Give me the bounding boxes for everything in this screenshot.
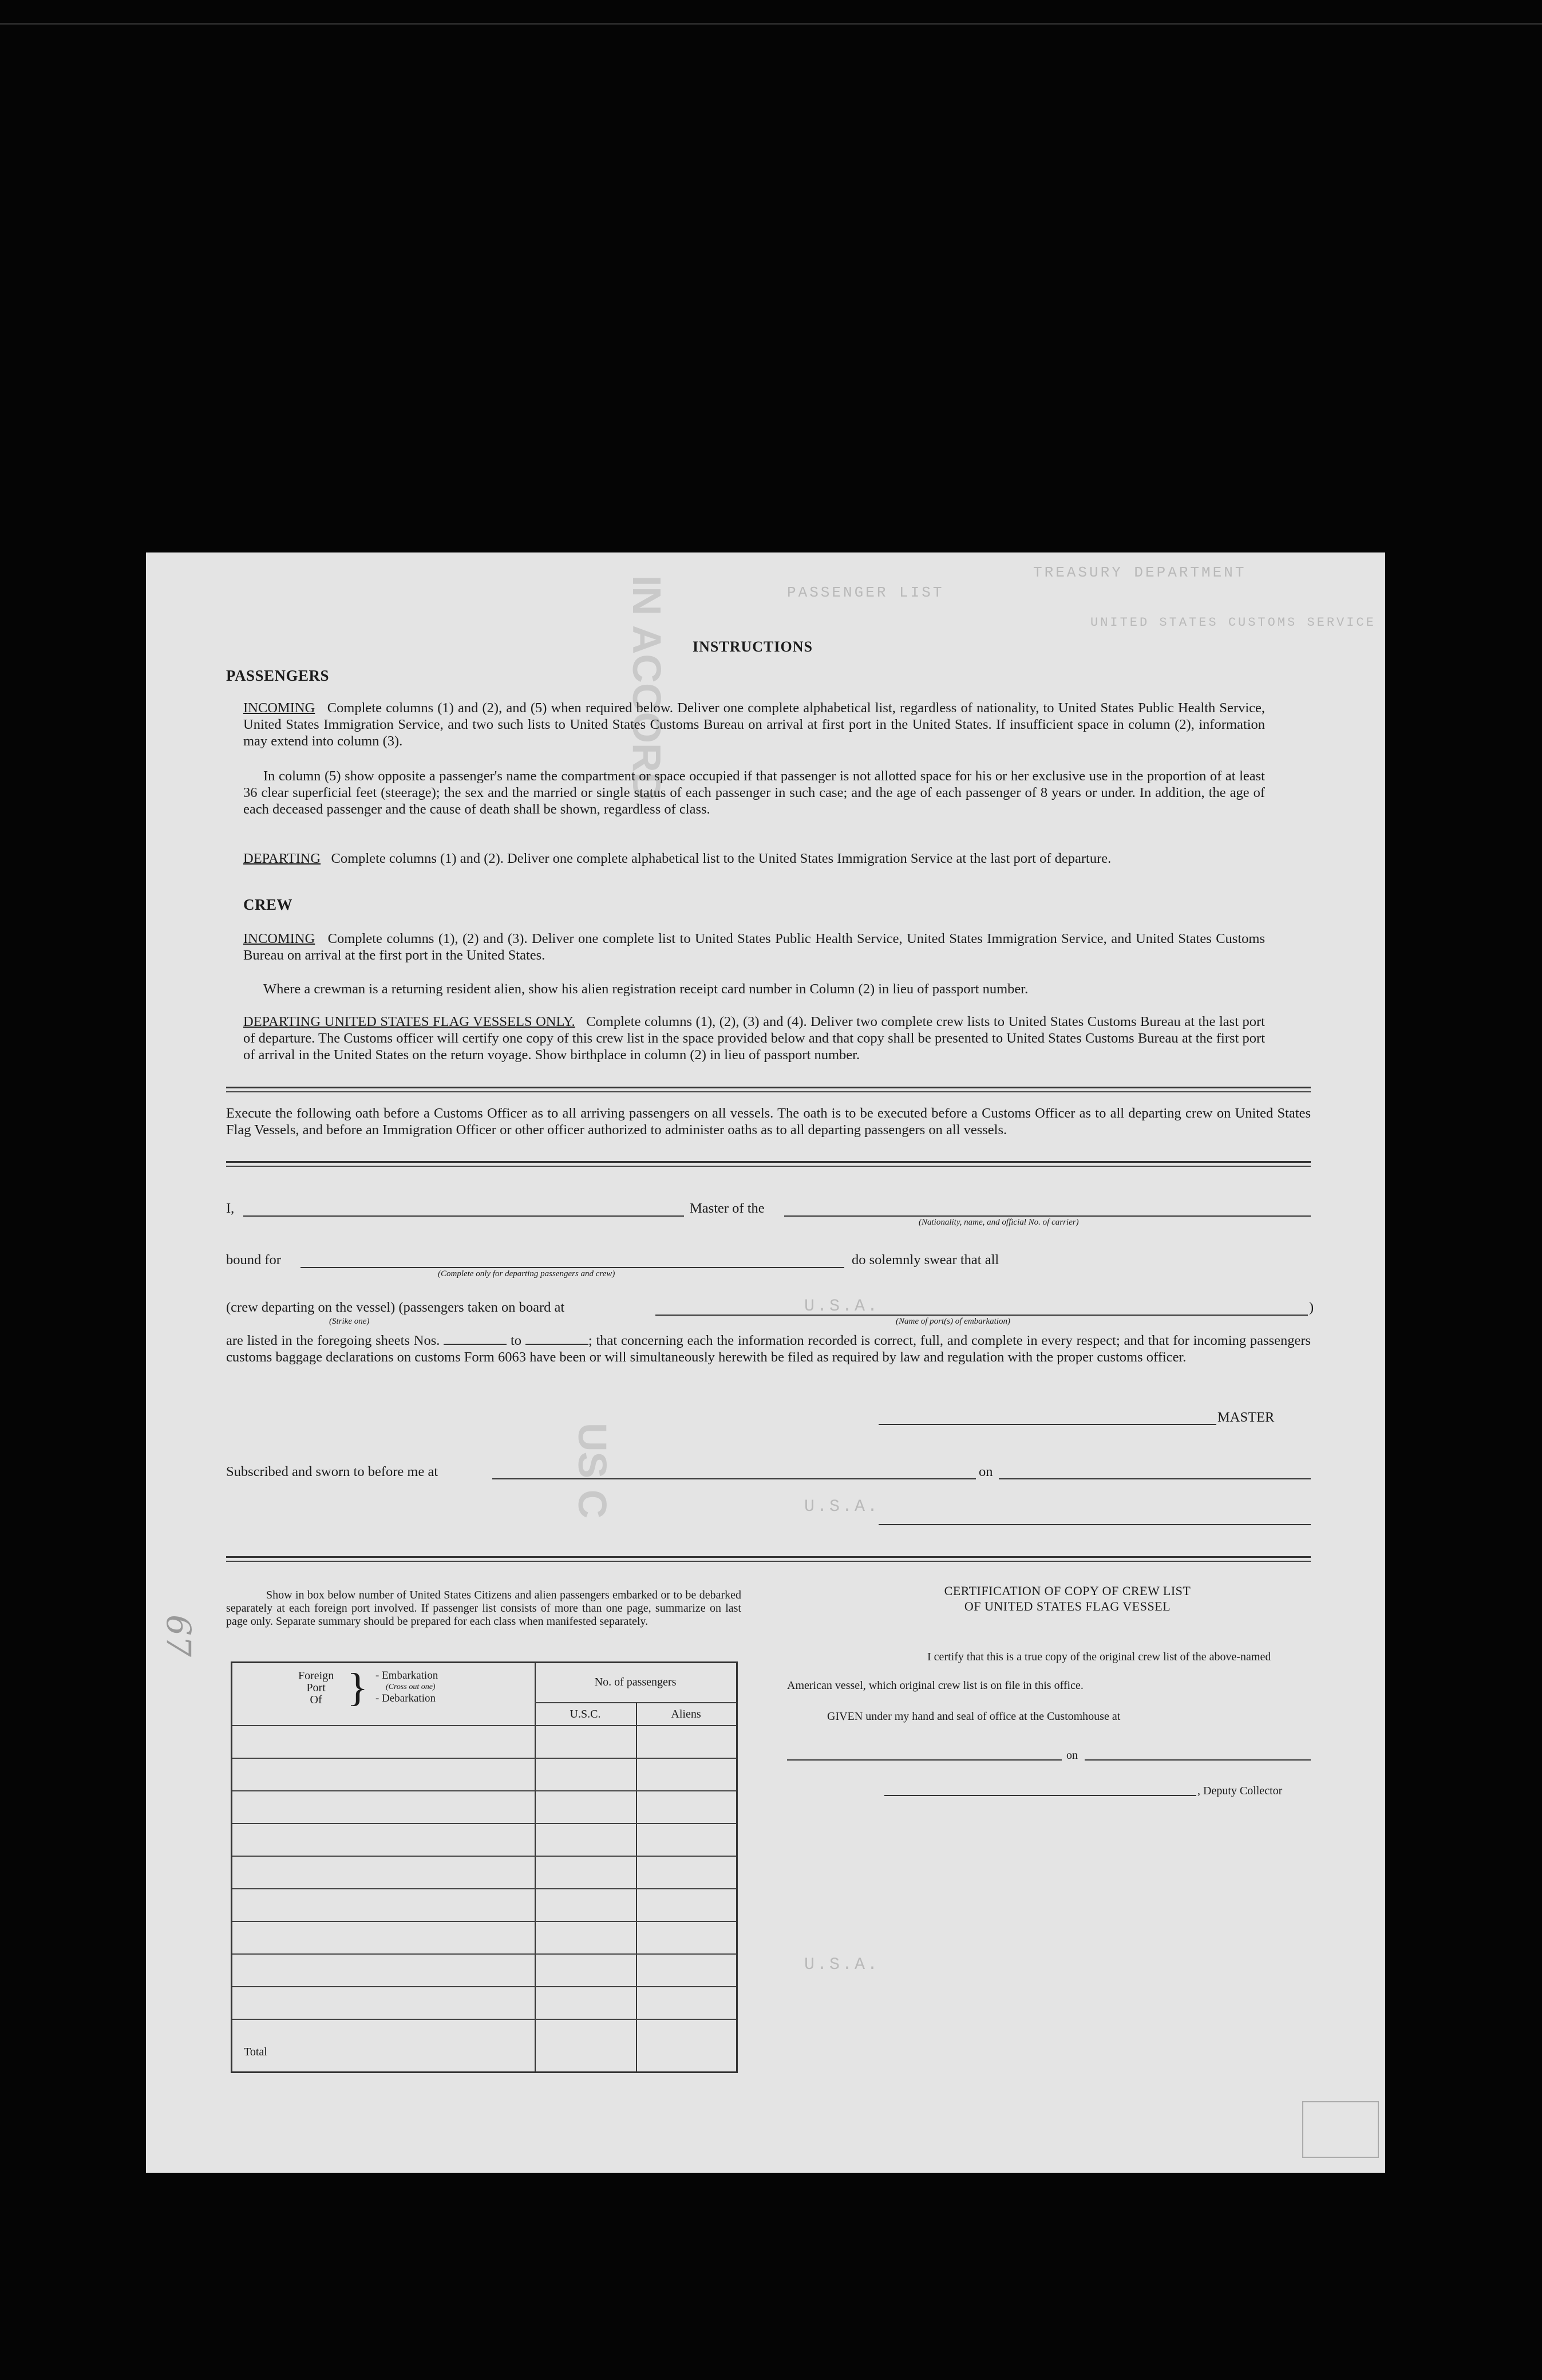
given-under-hand: GIVEN under my hand and seal of office at the Customhouse at: [827, 1710, 1121, 1723]
close-paren: ): [1309, 1300, 1314, 1315]
sheet-from-field[interactable]: [444, 1333, 507, 1345]
crew-incoming-text: Complete columns (1), (2) and (3). Deliver one complete list to United States Public Health Service, United States Immigration Service, and United States Customs Bureau on arrival at the first port in the United States.: [243, 931, 1265, 963]
table-header-divider: [535, 1702, 736, 1703]
deputy-collector-signature-field[interactable]: [884, 1795, 1196, 1796]
page-title: INSTRUCTIONS: [693, 638, 813, 655]
table-row-line: [232, 2019, 736, 2020]
deputy-collector-label: , Deputy Collector: [1197, 1785, 1283, 1797]
bleed-through-stamp: IN ACCORD: [624, 575, 669, 802]
oath-i-label: I,: [226, 1201, 235, 1216]
bleed-through-header: TREASURY DEPARTMENT: [1033, 564, 1247, 581]
no-of-passengers-header: No. of passengers: [594, 1676, 677, 1688]
sheet-to-field[interactable]: [525, 1333, 588, 1345]
subscribed-label: Subscribed and sworn to before me at: [226, 1464, 438, 1479]
divider-rule: [226, 1087, 1311, 1088]
bleed-through-header: PASSENGER LIST: [787, 584, 944, 601]
certification-text-1: I certify that this is a true copy of the original crew list of the above-named: [927, 1651, 1271, 1663]
divider-rule: [226, 1166, 1311, 1167]
customhouse-field[interactable]: [787, 1759, 1062, 1761]
strike-caption: (Strike one): [329, 1317, 370, 1326]
divider-rule: [226, 1556, 1311, 1558]
departing-text: Complete columns (1) and (2). Deliver one complete alphabetical list to the United States Immigration Service at the last port of departure.: [331, 851, 1112, 866]
master-signature-field[interactable]: [879, 1424, 1216, 1425]
cross-out-caption: (Cross out one): [386, 1683, 436, 1691]
departing-label: DEPARTING: [243, 851, 321, 866]
certification-on-label: on: [1066, 1749, 1078, 1762]
sheets-paragraph: [226, 1332, 1311, 1365]
oath-intro: Execute the following oath before a Customs Officer as to all arriving passengers on all vessels. The oath is to be executed before a Customs Officer as to all departing crew on United States Flag Vessels, and before an Immigration Officer or other officer authorized to administer oaths as to all departing passengers on all vessels.: [226, 1106, 1311, 1138]
sworn-place-field[interactable]: [492, 1478, 976, 1479]
divider-rule: [226, 1561, 1311, 1562]
embarkation-options: [375, 1670, 438, 1704]
complete-caption: (Complete only for departing passengers and crew): [438, 1269, 615, 1278]
table-row-line: [232, 1986, 736, 1987]
certification-title-line-1: CERTIFICATION OF COPY OF CREW LIST: [944, 1584, 1191, 1598]
aliens-header: Aliens: [671, 1708, 701, 1720]
bleed-through-header: UNITED STATES CUSTOMS SERVICE: [1090, 615, 1376, 630]
port-label: Port: [306, 1682, 326, 1694]
table-row-line: [232, 1953, 736, 1955]
solemnly-label: do solemnly swear that all: [852, 1252, 999, 1268]
bleed-through-box: [1302, 2101, 1379, 2158]
master-name-field[interactable]: [243, 1215, 684, 1217]
embarkation-label: - Embarkation: [375, 1669, 438, 1682]
sworn-on-label: on: [979, 1464, 993, 1479]
table-row-line: [232, 1725, 736, 1726]
handwritten-page-number: 67: [159, 1615, 198, 1657]
destination-field[interactable]: [301, 1267, 844, 1268]
debarkation-label: - Debarkation: [375, 1692, 436, 1704]
crew-incoming-paragraph: [243, 930, 1265, 964]
incoming-label: INCOMING: [243, 700, 315, 716]
table-row-line: [232, 1921, 736, 1922]
divider-rule: [226, 1091, 1311, 1092]
passengers-column5-paragraph: In column (5) show opposite a passenger's name the compartment or space occupied if that passenger is not allotted space for his or her exclusive use in the proportion of at least 36 clear superficial feet (steerage); the sex and the married or single status of each passenger in such case; and the age of each passenger of 8 years or under. In addition, the age of each deceased passenger and the cause of death shall be shown, regardless of class.: [243, 768, 1265, 817]
crew-incoming-label: INCOMING: [243, 931, 315, 946]
master-of-label: Master of the: [690, 1201, 765, 1216]
listed-text-1: are listed in the foregoing sheets Nos.: [226, 1333, 440, 1348]
passengers-heading: PASSENGERS: [226, 667, 330, 684]
certification-date-field[interactable]: [1085, 1759, 1311, 1761]
certification-title-line-2: OF UNITED STATES FLAG VESSEL: [964, 1599, 1171, 1613]
crew-flag-text: Complete columns (1), (2), (3) and (4). Deliver two complete crew lists to United States Customs Bureau at the last port of departure. The Customs officer will certify one copy of this crew list in the space provided below and that copy shall be presented to United States Customs Bureau at the first port of arrival in the United States on the return voyage. Show birthplace in column (2) in lieu of passport number.: [243, 1014, 1265, 1063]
usc-header: U.S.C.: [570, 1708, 601, 1720]
table-row-line: [232, 1888, 736, 1889]
crew-alien-paragraph: Where a crewman is a returning resident alien, show his alien registration receipt card number in Column (2) in lieu of passport number.: [263, 981, 1029, 997]
bleed-through-column: U.S.A.: [804, 1497, 880, 1517]
crew-flag-paragraph: [243, 1013, 1265, 1063]
bound-for-label: bound for: [226, 1252, 281, 1268]
bleed-through-column: U.S.A.: [804, 1297, 880, 1316]
table-row-line: [232, 1790, 736, 1791]
brace-glyph: }: [347, 1664, 369, 1710]
passengers-departing-paragraph: [243, 850, 1265, 867]
passenger-box-instructions: Show in box below number of United States Citizens and alien passengers embarked or to be debarked separately at each foreign port involved. If passenger list consists of more than one page, summarize on last page only. Separate summary should be prepared for each class when manifested separately.: [226, 1589, 741, 1628]
ports-caption: (Name of port(s) of embarkation): [896, 1317, 1010, 1326]
document-page: [146, 552, 1385, 2173]
to-label: to: [511, 1333, 522, 1348]
master-signature-label: MASTER: [1217, 1410, 1275, 1425]
embarkation-ports-field[interactable]: [655, 1315, 1308, 1316]
crew-departing-label: (crew departing on the vessel) (passengers taken on board at: [226, 1300, 565, 1315]
sworn-date-field[interactable]: [999, 1478, 1311, 1479]
table-row-line: [232, 1758, 736, 1759]
carrier-field[interactable]: [784, 1215, 1311, 1217]
divider-rule: [226, 1161, 1311, 1163]
crew-heading: CREW: [243, 896, 293, 913]
table-column-divider: [535, 1663, 536, 2071]
nationality-caption: (Nationality, name, and official No. of carrier): [919, 1218, 1079, 1227]
bleed-through-stamp: US C: [570, 1423, 615, 1519]
passengers-incoming-paragraph: [243, 700, 1265, 749]
crew-flag-label: DEPARTING UNITED STATES FLAG VESSELS ONLY.: [243, 1014, 575, 1029]
incoming-text: Complete columns (1) and (2), and (5) when required below. Deliver one complete alphabetical list, regardless of nationality, to United States Public Health Service, United States Immigration Service, and two such lists to United States Customs Bureau on arrival at first port in the United States. If insufficient space in column (2), information may extend into column (3).: [243, 700, 1266, 749]
listed-text-2: ; that concerning each the information recorded is correct, full, and complete in every respect; and that for incoming passengers customs baggage declarations on customs Form 6063 have been or will simultaneously herewith be filed as required by law and regulation with the proper customs officer.: [226, 1333, 1311, 1365]
passenger-summary-table: [231, 1661, 738, 2073]
certification-text-2: American vessel, which original crew list is on file in this office.: [787, 1679, 1084, 1692]
bleed-through-column: U.S.A.: [804, 1955, 880, 1975]
total-label: Total: [244, 2046, 267, 2058]
of-label: Of: [310, 1694, 322, 1706]
foreign-port-of-label: [298, 1670, 334, 1706]
foreign-label: Foreign: [298, 1669, 334, 1682]
table-row-line: [232, 1823, 736, 1824]
certification-title: [884, 1583, 1251, 1614]
officer-signature-field[interactable]: [879, 1524, 1311, 1525]
table-row-line: [232, 1856, 736, 1857]
scan-top-edge: [0, 23, 1542, 25]
